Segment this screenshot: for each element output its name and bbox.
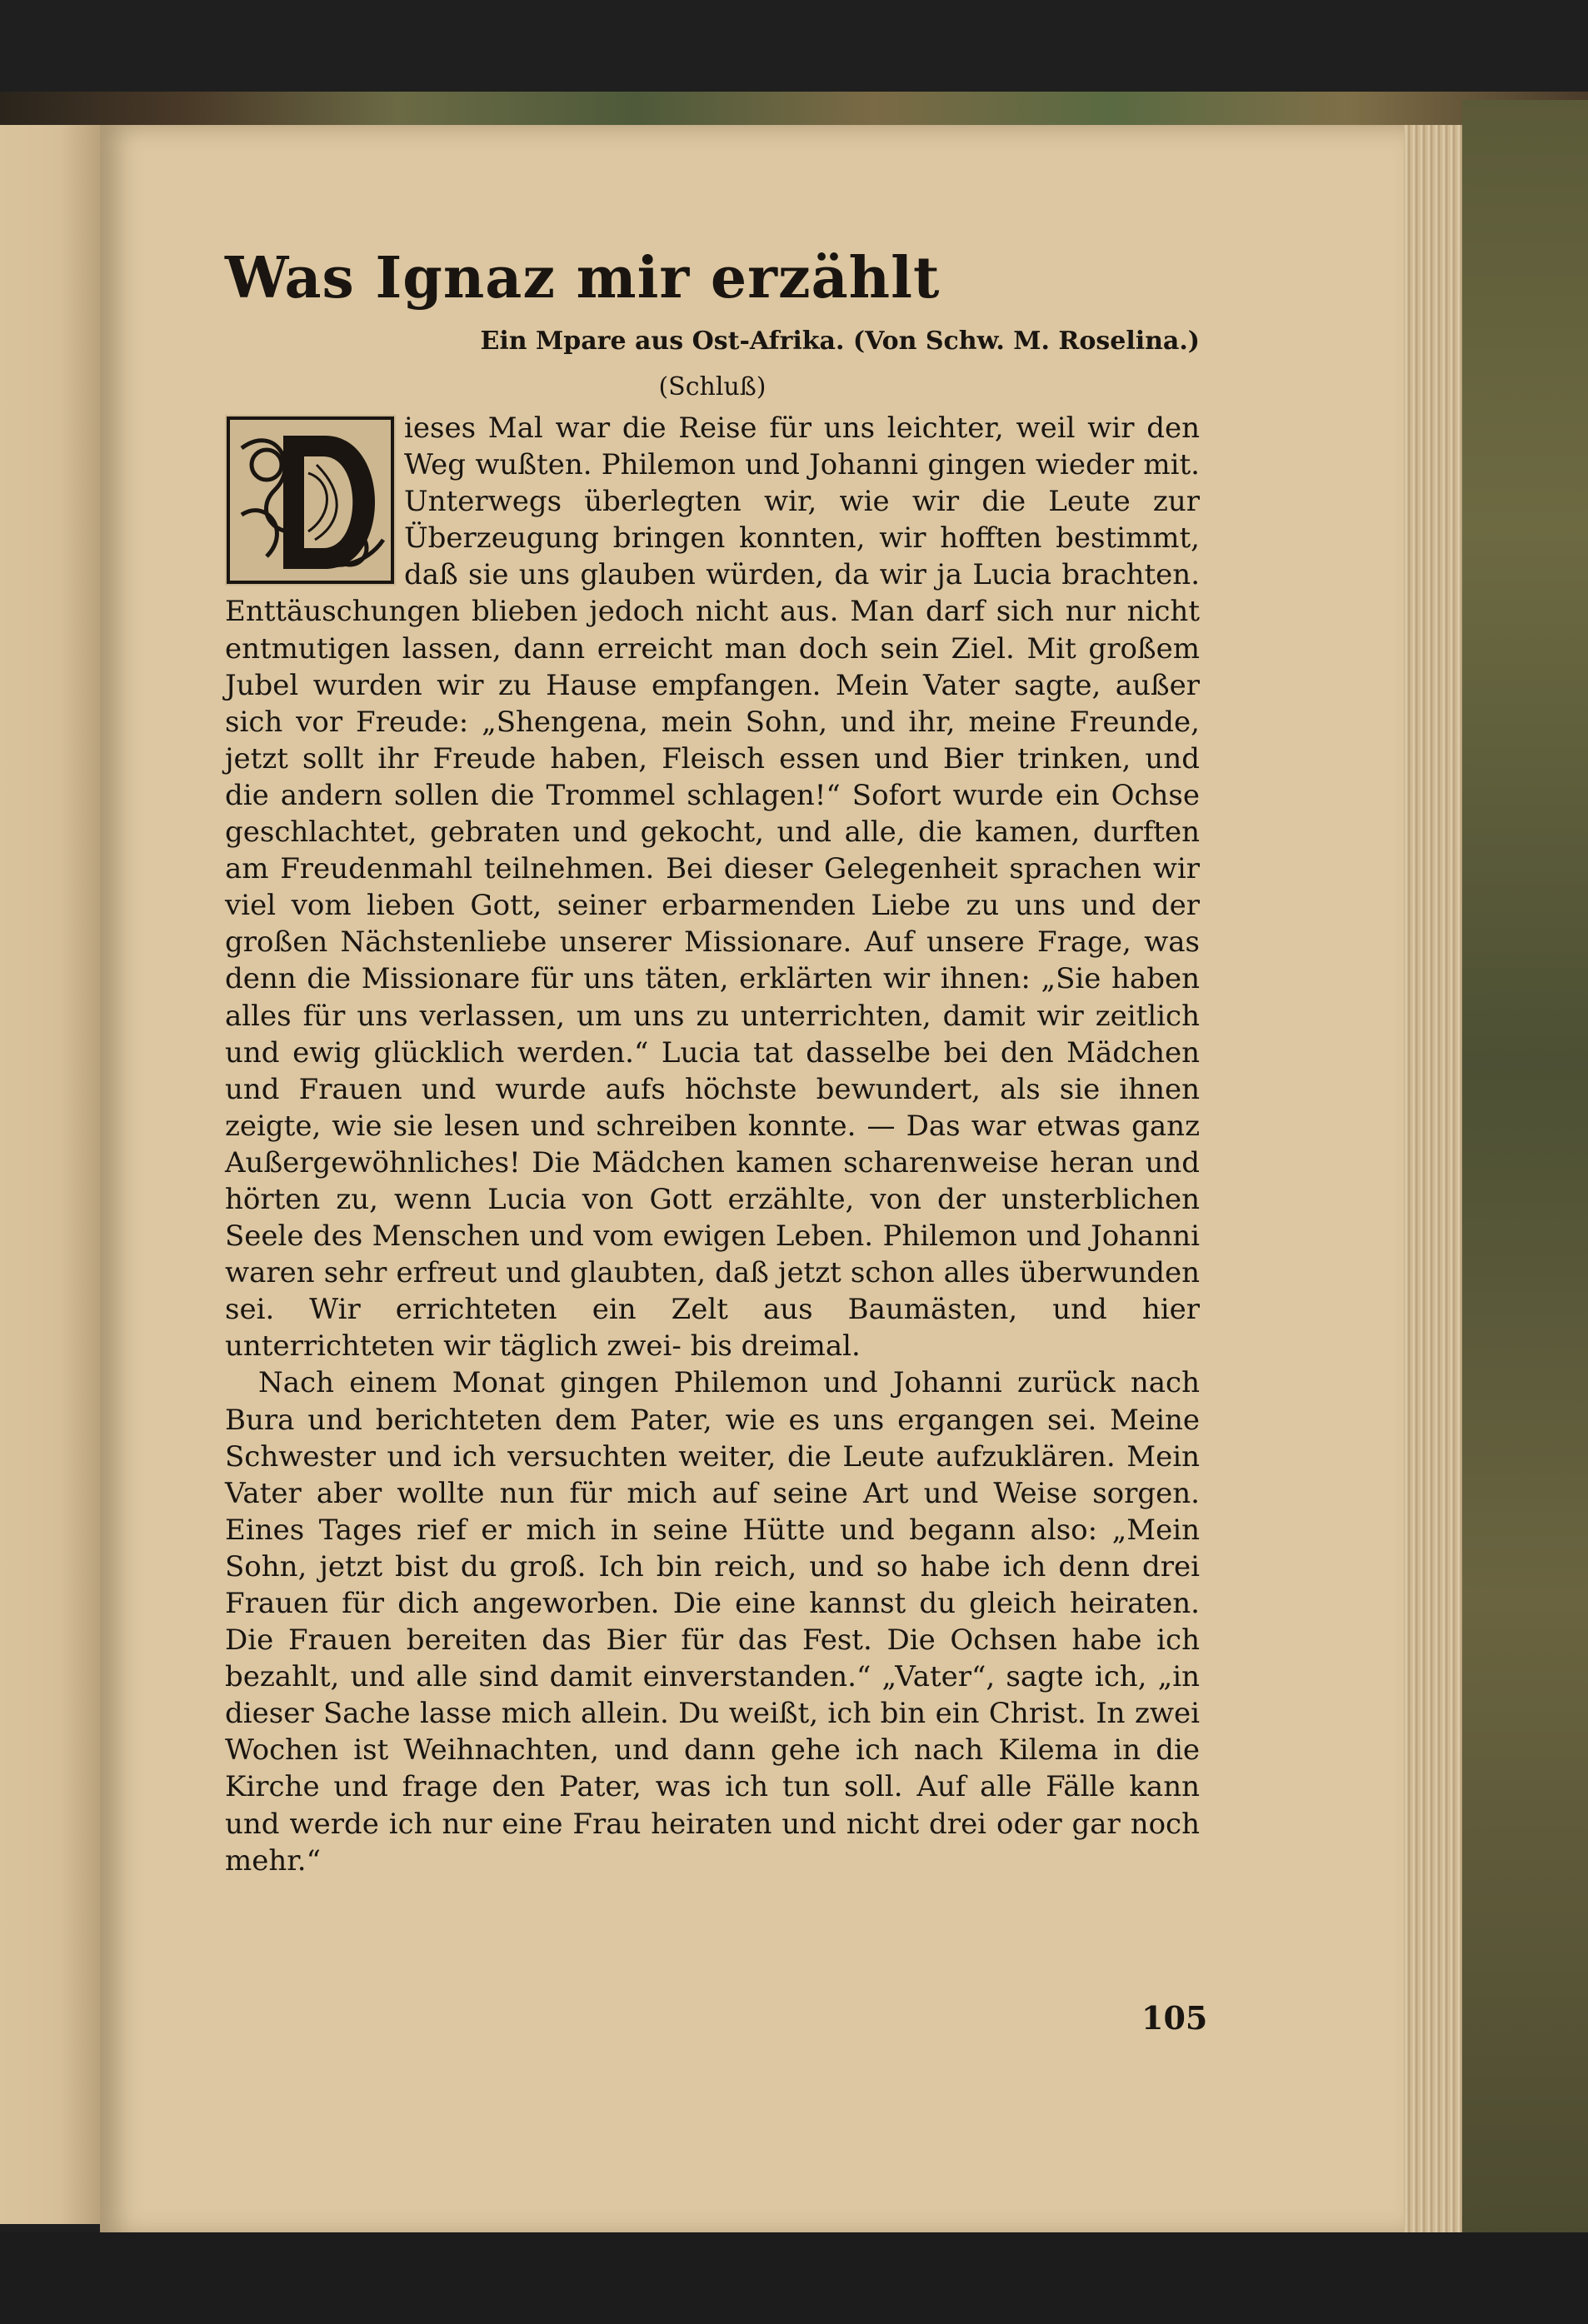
facing-page-edge xyxy=(0,125,100,2224)
scan-background-bottom xyxy=(0,2232,1588,2324)
article-body xyxy=(225,410,1200,1879)
page-number: 105 xyxy=(1141,1999,1208,2037)
paragraph: ieses Mal war die Reise für uns leichter, weil wir den Weg wußten. Philemon und Johanni gingen wieder mit. Unterwegs überlegten wir, wie wir die Leute zur Überzeugung bringen konnten, wir hofften bestimmt, daß sie uns glauben würden, da wir ja Lucia brachten. Enttäuschungen blieben jedoch nicht aus. Man darf sich nur nicht entmutigen lassen, dann erreicht man doch sein Ziel. Mit großem Jubel wurden wir zu Hause empfangen. Mein Vater sagte, außer sich vor Freude: „Shengena, mein Sohn, und ihr, meine Freunde, jetzt sollt ihr Freude haben, Fleisch essen und Bier trinken, und die andern sollen die Trommel schlagen!“ Sofort wurde ein Ochse geschlachtet, gebraten und gekocht, und alle, die kamen, durften am Freudenmahl teilnehmen. Bei dieser Gelegenheit sprachen wir viel vom lieben Gott, seiner erbarmenden Liebe zu uns und der großen Nächstenliebe unserer Missionare. Auf unsere Frage, was denn die Missionare für uns täten, erklärten wir ihnen: „Sie haben alles für uns verlassen, um uns zu unterrichten, damit wir zeitlich und ewig glücklich werden.“ Lucia tat dasselbe bei den Mädchen und Frauen und wurde aufs höchste bewundert, als sie ihnen zeigte, wie sie lesen und schreiben konnte. — Das war etwas ganz Außergewöhnliches! Die Mädchen kamen scharenweise heran und hörten zu, wenn Lucia von Gott erzählte, von der unsterblichen Seele des Menschen und vom ewigen Leben. Philemon und Johanni waren sehr erfreut und glaubten, daß jetzt schon alles überwunden sei. Wir errichteten ein Zelt aus Baumästen, und hier unterrichteten wir täglich zwei- bis dreimal. xyxy=(225,411,1200,1364)
dropcap-d-icon xyxy=(225,415,396,586)
paragraph: Nach einem Monat gingen Philemon und Johanni zurück nach Bura und berichteten dem Pater, wie es uns ergangen sei. Meine Schwester und ich versuchten weiter, die Leute aufzuklären. Mein Vater aber wollte nun für mich auf seine Art und Weise sorgen. Eines Tages rief er mich in seine Hütte und begann also: „Mein Sohn, jetzt bist du groß. Ich bin reich, und so habe ich denn drei Frauen für dich angeworben. Die eine kannst du gleich heiraten. Die Frauen bereiten das Bier für das Fest. Die Ochsen habe ich bezahlt, und alle sind damit einverstanden.“ „Vater“, sagte ich, „in dieser Sache lasse mich allein. Du weißt, ich bin ein Christ. In zwei Wochen ist Weihnachten, und dann gehe ich nach Kilema in die Kirche und frage den Pater, was ich tun soll. Auf alle Fälle kann und werde ich nur eine Frau heiraten und nicht drei oder gar noch mehr.“ xyxy=(225,1366,1200,1878)
article xyxy=(225,245,1200,1879)
dropcap-ornament xyxy=(225,415,396,586)
book-cover-right xyxy=(1462,100,1588,2241)
article-subtitle: (Schluß) xyxy=(658,372,767,401)
article-title: Was Ignaz mir erzählt xyxy=(225,245,941,312)
page-stack-edge xyxy=(1404,125,1462,2237)
article-byline: Ein Mpare aus Ost-Afrika. (Von Schw. M. Roselina.) xyxy=(480,327,1200,356)
